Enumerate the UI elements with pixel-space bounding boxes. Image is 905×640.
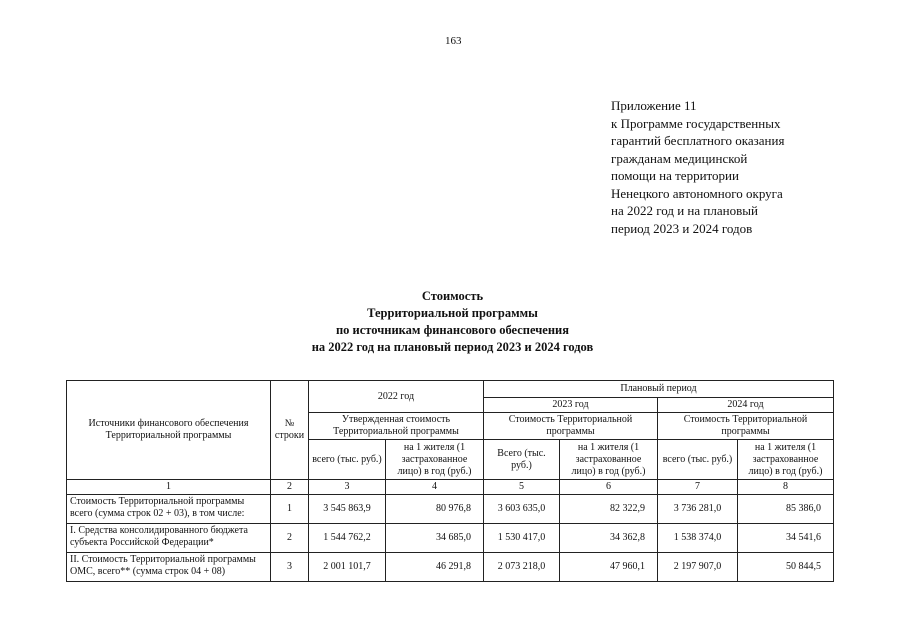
row-source-name: Стоимость Территориальной программы всего (сумма строк 02 + 03), в том числе: — [67, 495, 271, 524]
header-planned-period: Плановый период — [484, 381, 834, 398]
cell-total-2024: 3 736 281,0 — [658, 495, 738, 524]
table-row — [67, 553, 834, 582]
column-number: 7 — [658, 480, 738, 495]
cell-per-resident-2023: 34 362,8 — [560, 524, 658, 553]
header-year-2022: 2022 год — [309, 381, 484, 413]
header-cost-2024: Стоимость Территориальной программы — [658, 413, 834, 440]
header-cost-2023: Стоимость Территориальной программы — [484, 413, 658, 440]
cell-total-2024: 2 197 907,0 — [658, 553, 738, 582]
row-number: 2 — [271, 524, 309, 553]
appendix-line: Приложение 11 — [611, 98, 697, 113]
title-line: на 2022 год на плановый период 2023 и 2024 годов — [311, 340, 594, 354]
header-row-number: № строки — [271, 381, 309, 480]
cell-total-2023: 2 073 218,0 — [484, 553, 560, 582]
table-row — [67, 495, 834, 524]
page-number: 163 — [445, 35, 462, 47]
header-per-resident-2023: на 1 жителя (1 застрахованное лицо) в год (руб.) — [560, 440, 658, 480]
appendix-note — [611, 97, 881, 237]
appendix-line: Ненецкого автономного округа — [611, 185, 783, 201]
header-total-2023: Всего (тыс. руб.) — [484, 440, 560, 480]
title-line: Территориальной программы — [367, 306, 538, 320]
cell-per-resident-2024: 34 541,6 — [738, 524, 834, 553]
appendix-line: период 2023 и 2024 годов — [611, 220, 753, 236]
appendix-line: к Программе государственных — [611, 115, 781, 131]
cell-total-2022: 2 001 101,7 — [309, 553, 386, 582]
header-source: Источники финансового обеспечения Территориальной программы — [67, 381, 271, 480]
table-row — [67, 524, 834, 553]
cell-per-resident-2023: 82 322,9 — [560, 495, 658, 524]
cell-per-resident-2022: 80 976,8 — [386, 495, 484, 524]
row-source-name: I. Средства консолидированного бюджета субъекта Российской Федерации* — [67, 524, 271, 553]
cell-total-2023: 1 530 417,0 — [484, 524, 560, 553]
header-year-2023: 2023 год — [484, 398, 658, 413]
cell-total-2022: 1 544 762,2 — [309, 524, 386, 553]
header-year-2024: 2024 год — [658, 398, 834, 413]
column-number: 6 — [560, 480, 658, 495]
cell-per-resident-2023: 47 960,1 — [560, 553, 658, 582]
header-total-2022: всего (тыс. руб.) — [309, 440, 386, 480]
column-number-row — [67, 480, 834, 495]
row-number: 3 — [271, 553, 309, 582]
header-approved-cost: Утвержденная стоимость Территориальной программы — [309, 413, 484, 440]
column-number: 4 — [386, 480, 484, 495]
title-line: по источникам финансового обеспечения — [335, 323, 570, 337]
document-title — [0, 288, 905, 356]
cell-per-resident-2024: 50 844,5 — [738, 553, 834, 582]
cell-per-resident-2022: 46 291,8 — [386, 553, 484, 582]
column-number: 2 — [271, 480, 309, 495]
column-number: 8 — [738, 480, 834, 495]
cell-per-resident-2024: 85 386,0 — [738, 495, 834, 524]
header-per-resident-2024: на 1 жителя (1 застрахованное лицо) в год (руб.) — [738, 440, 834, 480]
cell-total-2024: 1 538 374,0 — [658, 524, 738, 553]
cell-total-2022: 3 545 863,9 — [309, 495, 386, 524]
title-line: Стоимость — [421, 289, 484, 303]
header-total-2024: всего (тыс. руб.) — [658, 440, 738, 480]
appendix-line: помощи на территории — [611, 168, 739, 183]
cell-total-2023: 3 603 635,0 — [484, 495, 560, 524]
column-number: 1 — [67, 480, 271, 495]
appendix-line: гарантий бесплатного оказания — [611, 133, 785, 148]
appendix-line: гражданам медицинской — [611, 150, 748, 166]
financing-table — [66, 380, 834, 582]
column-number: 3 — [309, 480, 386, 495]
header-per-resident-2022: на 1 жителя (1 застрахованное лицо) в год (руб.) — [386, 440, 484, 480]
row-number: 1 — [271, 495, 309, 524]
column-number: 5 — [484, 480, 560, 495]
appendix-line: на 2022 год и на плановый — [611, 203, 758, 218]
cell-per-resident-2022: 34 685,0 — [386, 524, 484, 553]
row-source-name: II. Стоимость Территориальной программы ОМС, всего** (сумма строк 04 + 08) — [67, 553, 271, 582]
